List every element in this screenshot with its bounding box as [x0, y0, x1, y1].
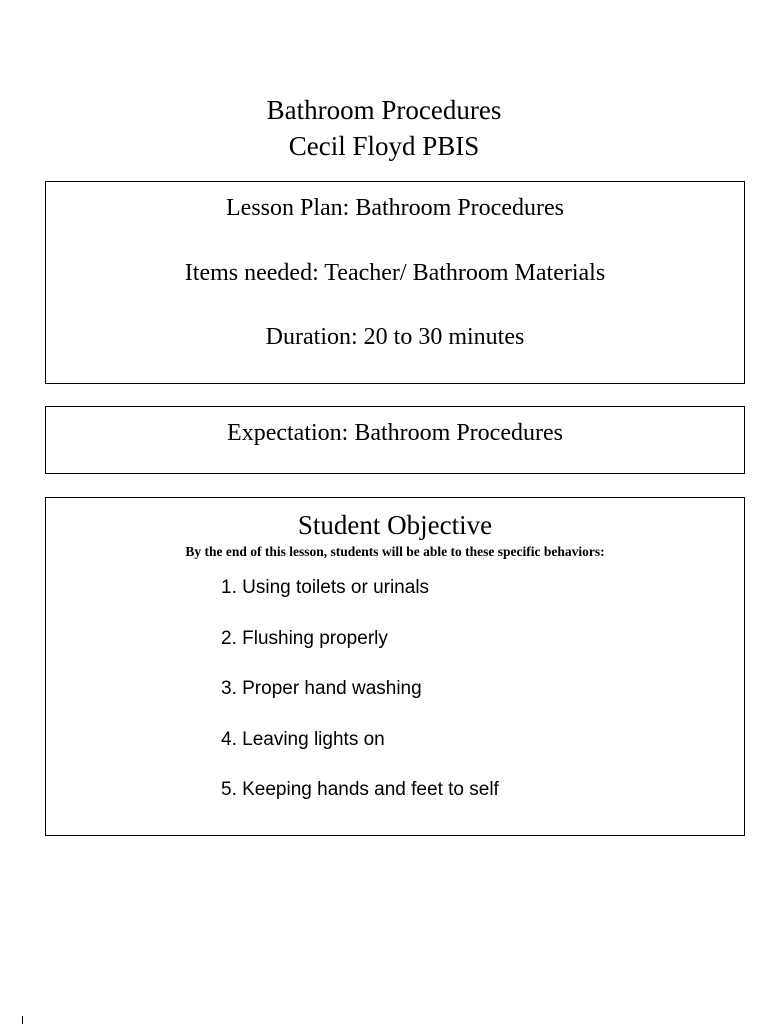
student-objective-intro: By the end of this lesson, students will be able to these specific behaviors:: [185, 544, 605, 559]
duration-text: Duration: 20 to 30 minutes: [265, 324, 525, 350]
expectation-box: [45, 406, 745, 474]
behavior-item: 1. Using toilets or urinals: [221, 577, 430, 598]
lesson-plan-box: [45, 181, 745, 384]
behavior-item: 2. Flushing properly: [221, 627, 388, 649]
student-objective-box: [45, 497, 745, 836]
behavior-item: 4. Leaving lights on: [221, 728, 385, 750]
document-subtitle: Cecil Floyd PBIS: [288, 131, 480, 161]
behavior-item: 3. Proper hand washing: [221, 678, 422, 699]
document-header: [0, 92, 768, 164]
document-title: Bathroom Procedures: [266, 95, 502, 125]
behavior-list: [221, 574, 499, 827]
lesson-plan-text: Lesson Plan: Bathroom Procedures: [226, 195, 564, 221]
expectation-text: Expectation: Bathroom Procedures: [227, 420, 563, 446]
page-edge-mark: [22, 1016, 23, 1024]
behavior-item: 5. Keeping hands and feet to self: [221, 779, 499, 800]
student-objective-title: Student Objective: [297, 510, 493, 540]
items-needed-text: Items needed: Teacher/ Bathroom Materials: [184, 260, 606, 286]
